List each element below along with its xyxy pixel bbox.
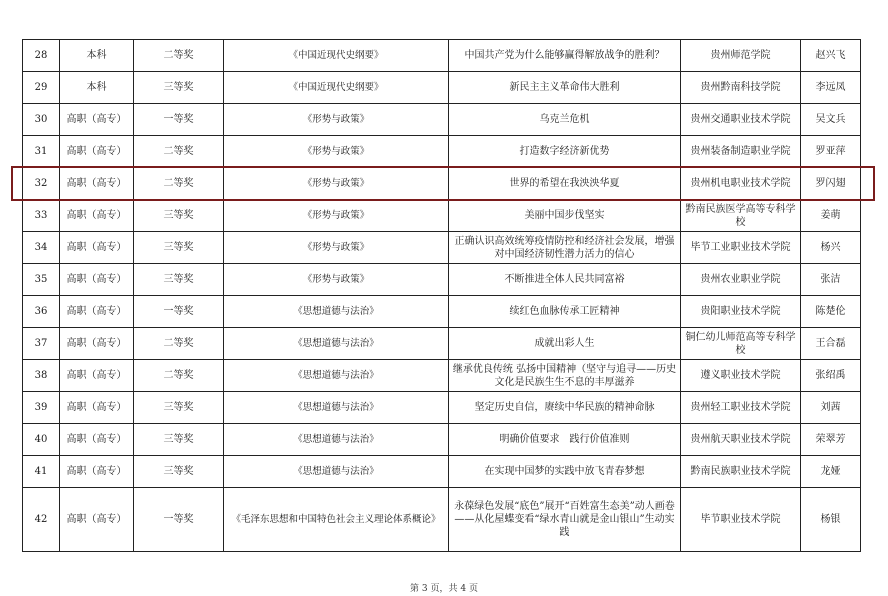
- cell-title: 明确价值要求 践行价值准则: [449, 424, 681, 456]
- cell-award: 一等奖: [134, 488, 224, 552]
- cell-number: 30: [23, 104, 60, 136]
- cell-level: 高职（高专）: [60, 488, 134, 552]
- cell-number: 29: [23, 72, 60, 104]
- cell-title: 中国共产党为什么能够赢得解放战争的胜利？: [449, 40, 681, 72]
- cell-course: 《毛泽东思想和中国特色社会主义理论体系概论》: [224, 488, 449, 552]
- cell-number: 40: [23, 424, 60, 456]
- cell-name: 荣翠芳: [801, 424, 861, 456]
- cell-number: 35: [23, 264, 60, 296]
- cell-title: 永葆绿色发展“底色”展开“百姓富生态美”动人画卷——从化屋蝶变看“绿水青山就是金山银山”生动实践: [449, 488, 681, 552]
- cell-course: 《形势与政策》: [224, 136, 449, 168]
- cell-title: 世界的希望在我泱泱华夏: [449, 168, 681, 200]
- cell-level: 本科: [60, 72, 134, 104]
- cell-award: 三等奖: [134, 392, 224, 424]
- cell-title: 在实现中国梦的实践中放飞青春梦想: [449, 456, 681, 488]
- table-row: [23, 264, 861, 296]
- cell-title: 新民主主义革命伟大胜利: [449, 72, 681, 104]
- cell-number: 42: [23, 488, 60, 552]
- cell-award: 三等奖: [134, 456, 224, 488]
- cell-name: 陈楚伦: [801, 296, 861, 328]
- cell-title: 正确认识高效统筹疫情防控和经济社会发展，增强对中国经济韧性潜力活力的信心: [449, 232, 681, 264]
- awards-table: [22, 39, 861, 552]
- cell-title: 续红色血脉传承工匠精神: [449, 296, 681, 328]
- cell-level: 高职（高专）: [60, 392, 134, 424]
- cell-award: 二等奖: [134, 136, 224, 168]
- cell-school: 贵州黔南科技学院: [681, 72, 801, 104]
- cell-award: 一等奖: [134, 104, 224, 136]
- cell-school: 贵州轻工职业技术学院: [681, 392, 801, 424]
- cell-award: 三等奖: [134, 232, 224, 264]
- cell-level: 高职（高专）: [60, 456, 134, 488]
- cell-name: 张绍禹: [801, 360, 861, 392]
- cell-school: 铜仁幼儿师范高等专科学校: [681, 328, 801, 360]
- cell-award: 一等奖: [134, 296, 224, 328]
- cell-award: 三等奖: [134, 200, 224, 232]
- table-row: [23, 392, 861, 424]
- table-row: [23, 232, 861, 264]
- cell-course: 《中国近现代史纲要》: [224, 72, 449, 104]
- cell-name: 姜萌: [801, 200, 861, 232]
- table-row: [23, 104, 861, 136]
- cell-award: 二等奖: [134, 328, 224, 360]
- cell-title: 成就出彩人生: [449, 328, 681, 360]
- cell-title: 继承优良传统 弘扬中国精神（坚守与追寻——历史文化是民族生生不息的丰厚滋养: [449, 360, 681, 392]
- table-row: [23, 328, 861, 360]
- cell-award: 二等奖: [134, 40, 224, 72]
- cell-name: 杨银: [801, 488, 861, 552]
- cell-school: 黔南民族医学高等专科学校: [681, 200, 801, 232]
- cell-name: 杨兴: [801, 232, 861, 264]
- cell-award: 三等奖: [134, 264, 224, 296]
- cell-name: 李远凤: [801, 72, 861, 104]
- cell-name: 王合磊: [801, 328, 861, 360]
- cell-title: 不断推进全体人民共同富裕: [449, 264, 681, 296]
- table-row: [23, 136, 861, 168]
- cell-title: 坚定历史自信，赓续中华民族的精神命脉: [449, 392, 681, 424]
- cell-course: 《形势与政策》: [224, 168, 449, 200]
- table-row: [23, 200, 861, 232]
- cell-school: 毕节工业职业技术学院: [681, 232, 801, 264]
- cell-course: 《思想道德与法治》: [224, 296, 449, 328]
- cell-level: 高职（高专）: [60, 328, 134, 360]
- cell-course: 《思想道德与法治》: [224, 392, 449, 424]
- cell-school: 遵义职业技术学院: [681, 360, 801, 392]
- cell-school: 贵阳职业技术学院: [681, 296, 801, 328]
- page-footer: 第 3 页，共 4 页: [410, 584, 478, 594]
- cell-school: 贵州机电职业技术学院: [681, 168, 801, 200]
- cell-level: 高职（高专）: [60, 168, 134, 200]
- cell-school: 贵州农业职业学院: [681, 264, 801, 296]
- cell-level: 高职（高专）: [60, 424, 134, 456]
- cell-level: 高职（高专）: [60, 360, 134, 392]
- cell-school: 贵州航天职业技术学院: [681, 424, 801, 456]
- cell-level: 本科: [60, 40, 134, 72]
- cell-course: 《形势与政策》: [224, 104, 449, 136]
- cell-award: 三等奖: [134, 72, 224, 104]
- cell-course: 《思想道德与法治》: [224, 456, 449, 488]
- cell-school: 贵州师范学院: [681, 40, 801, 72]
- cell-award: 二等奖: [134, 360, 224, 392]
- cell-course: 《思想道德与法治》: [224, 424, 449, 456]
- cell-number: 32: [23, 168, 60, 200]
- table-row: [23, 296, 861, 328]
- cell-name: 吴文兵: [801, 104, 861, 136]
- table-row: [23, 72, 861, 104]
- cell-number: 33: [23, 200, 60, 232]
- cell-title: 乌克兰危机: [449, 104, 681, 136]
- cell-name: 龙娅: [801, 456, 861, 488]
- cell-name: 赵兴飞: [801, 40, 861, 72]
- cell-school: 毕节职业技术学院: [681, 488, 801, 552]
- cell-number: 39: [23, 392, 60, 424]
- cell-award: 三等奖: [134, 424, 224, 456]
- cell-level: 高职（高专）: [60, 232, 134, 264]
- cell-course: 《形势与政策》: [224, 264, 449, 296]
- cell-level: 高职（高专）: [60, 200, 134, 232]
- cell-course: 《思想道德与法治》: [224, 360, 449, 392]
- table-row: [23, 488, 861, 552]
- cell-title: 美丽中国步伐坚实: [449, 200, 681, 232]
- cell-school: 贵州交通职业技术学院: [681, 104, 801, 136]
- table-row: [23, 168, 861, 200]
- cell-course: 《形势与政策》: [224, 232, 449, 264]
- cell-name: 刘茜: [801, 392, 861, 424]
- cell-course: 《思想道德与法治》: [224, 328, 449, 360]
- table-row: [23, 456, 861, 488]
- cell-course: 《形势与政策》: [224, 200, 449, 232]
- cell-number: 38: [23, 360, 60, 392]
- table-row: [23, 424, 861, 456]
- cell-name: 罗闪翅: [801, 168, 861, 200]
- cell-name: 罗亚萍: [801, 136, 861, 168]
- cell-school: 黔南民族职业技术学院: [681, 456, 801, 488]
- cell-course: 《中国近现代史纲要》: [224, 40, 449, 72]
- cell-school: 贵州装备制造职业学院: [681, 136, 801, 168]
- cell-level: 高职（高专）: [60, 104, 134, 136]
- cell-number: 41: [23, 456, 60, 488]
- cell-number: 34: [23, 232, 60, 264]
- cell-number: 36: [23, 296, 60, 328]
- cell-number: 37: [23, 328, 60, 360]
- cell-number: 31: [23, 136, 60, 168]
- cell-level: 高职（高专）: [60, 296, 134, 328]
- cell-level: 高职（高专）: [60, 136, 134, 168]
- table-row: [23, 360, 861, 392]
- table-row: [23, 40, 861, 72]
- cell-level: 高职（高专）: [60, 264, 134, 296]
- cell-title: 打造数字经济新优势: [449, 136, 681, 168]
- cell-award: 二等奖: [134, 168, 224, 200]
- cell-name: 张洁: [801, 264, 861, 296]
- cell-number: 28: [23, 40, 60, 72]
